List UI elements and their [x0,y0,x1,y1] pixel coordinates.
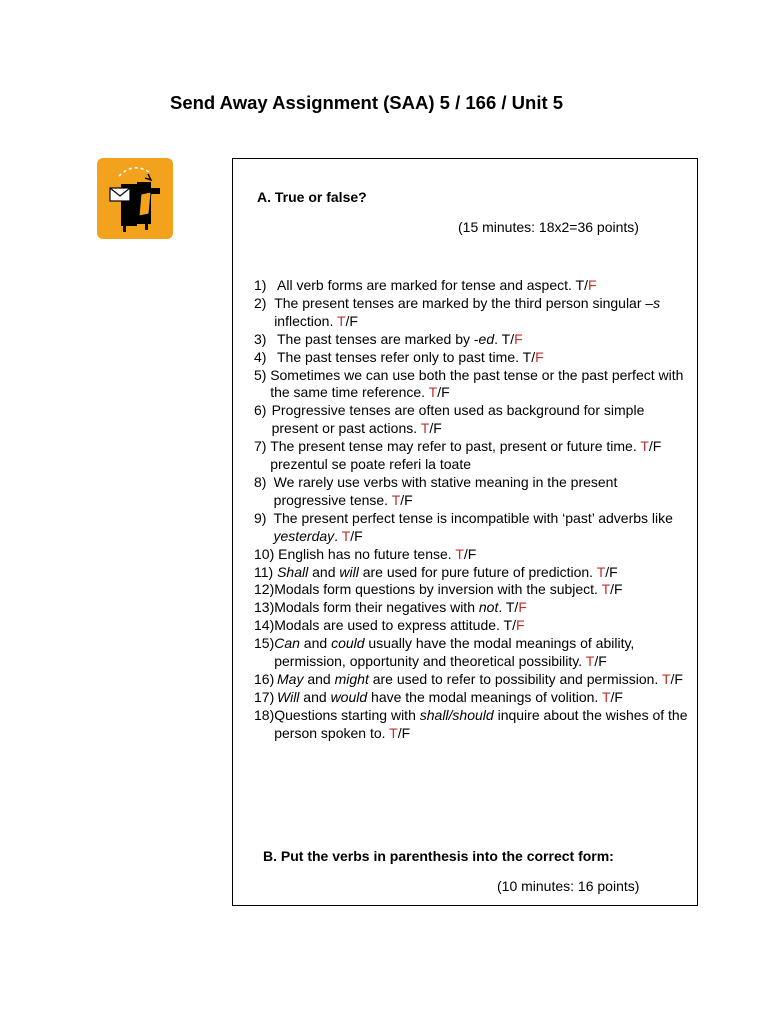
question-text: The present tenses are marked by the third person singular –s inflection. T/F [274,294,661,329]
question-number: 10) [254,545,275,562]
section-a-title: A. True or false? [257,189,367,205]
section-b-title: B. Put the verbs in parenthesis into the correct form: [263,848,614,864]
question-item [254,367,690,403]
question-item [254,581,690,599]
question-text: May and might are used to refer to possibility and permission. T/F [277,670,683,687]
question-number: 1) [254,277,267,293]
logo [97,158,173,239]
question-number: 13) [254,599,275,616]
question-list [254,277,690,743]
question-text: All verb forms are marked for tense and aspect. T/F [277,277,597,293]
question-number: 5) [254,366,267,383]
question-item [254,617,690,635]
question-text: The present perfect tense is incompatible with ‘past’ adverbs like yesterday. T/F [273,509,673,544]
question-number: 9) [254,509,267,526]
question-item [254,564,690,582]
question-item [254,599,690,617]
question-text: The past tenses refer only to past time. T/F [277,348,544,365]
question-item [254,474,690,510]
question-text: Progressive tenses are often used as background for simple present or past actions. T/F [271,402,645,437]
question-text: Sometimes we can use both the past tense or the past perfect with the same time reference. T/F [270,366,684,401]
question-text: We rarely use verbs with stative meaning in the present progressive tense. T/F [273,473,618,508]
question-number: 17) [254,688,275,705]
question-number: 4) [254,348,267,365]
question-item [254,546,690,564]
question-text: 12)Modals form questions by inversion with the subject. T/F [254,581,623,598]
question-number: 8) [254,473,267,490]
question-number: 15) [254,635,275,652]
question-text: 13)Modals form their negatives with not. T/F [254,599,527,616]
question-item [254,510,690,546]
question-text: 11) Shall and will are used for pure future of prediction. T/F [254,563,618,580]
question-number: 11) [254,563,274,580]
question-text: 14)Modals are used to express attitude. T/F [254,617,525,634]
question-number: 6) [254,402,267,419]
question-item [254,671,690,689]
question-item [254,707,690,743]
question-number: 2) [254,294,267,311]
question-number: 14) [254,617,275,634]
question-item [254,635,690,671]
section-b-time: (10 minutes: 16 points) [497,878,640,894]
page-title: Send Away Assignment (SAA) 5 / 166 / Unit 5 [170,92,564,113]
mailbox-icon [97,158,173,239]
question-text: Questions starting with shall/should inquire about the wishes of the person spoken to. T/F [274,706,688,741]
question-text: The present tense may refer to past, present or future time. T/F prezentul se poate referi la toate [270,438,662,473]
question-number: 7) [254,438,267,455]
question-item [254,277,690,295]
question-item [254,295,690,331]
question-item [254,438,690,474]
question-item [254,349,690,367]
question-item [254,402,690,438]
question-text: Can and could usually have the modal meanings of ability, permission, opportunity and theoretical possibility. T/F [274,635,635,670]
question-number: 16) [254,670,275,687]
question-number: 18) [254,706,275,723]
section-a-time: (15 minutes: 18x2=36 points) [458,219,639,235]
question-text: Will and would have the modal meanings of volition. T/F [277,688,623,705]
question-item [254,331,690,349]
question-text: 10) English has no future tense. T/F [254,545,477,562]
question-number: 12) [254,581,275,598]
question-item [254,689,690,707]
question-number: 3) [254,330,267,347]
question-text: The past tenses are marked by -ed. T/F [277,330,523,347]
